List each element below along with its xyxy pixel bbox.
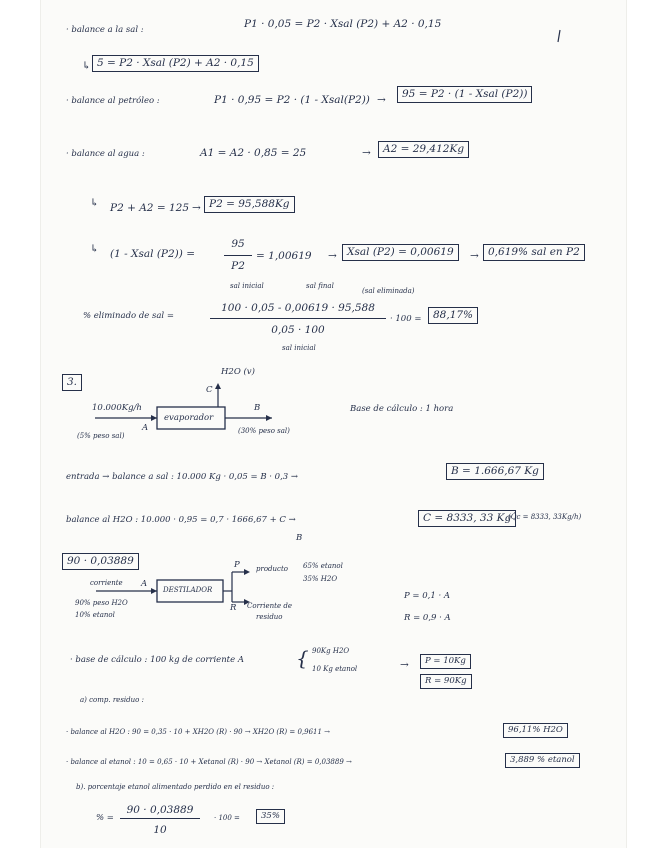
salt-fraction-result: Xsal (P2) = 0,00619	[342, 244, 459, 261]
feed-composition: (5% peso sal)	[77, 432, 125, 440]
arrow: →	[400, 659, 409, 671]
total-balance-equation: P2 + A2 = 125	[110, 202, 189, 214]
fraction-bar	[120, 818, 200, 819]
water-balance-result: A2 = 29,412Kg	[378, 141, 469, 158]
salt-percent-result: 0,619% sal en P2	[483, 244, 585, 261]
removal-percent-label: % eliminado de sal =	[83, 311, 174, 321]
loss-numerator: 90 · 0,03889	[126, 804, 194, 816]
total-balance-result: P2 = 95,588Kg	[204, 196, 295, 213]
calculation-basis: Base de cálculo : 1 hora	[350, 404, 454, 414]
salt-balance-simplified: 5 = P2 · Xsal (P2) + A2 · 0,15	[92, 55, 259, 72]
product-composition: (30% peso sal)	[238, 427, 290, 435]
stream-r-label: R	[230, 603, 237, 613]
stream-b-label: B	[254, 403, 261, 413]
fraction-lhs: (1 - Xsal (P2)) =	[110, 248, 195, 260]
salt-balance-label: · balance a la sal :	[66, 25, 144, 35]
stream-c-label: C	[206, 385, 213, 395]
residue-label-1: Corriente de	[247, 602, 292, 610]
water-balance-p3: balance al H2O : 10.000 · 0,95 = 0,7 · 1666,67 + C →	[66, 515, 296, 525]
oil-balance-result: 95 = P2 · (1 - Xsal (P2))	[397, 86, 532, 103]
fraction-denominator: P2	[231, 260, 245, 272]
salt-balance-p3: entrada → balance a sal : 10.000 Kg · 0,05 = B · 0,3 →	[66, 472, 299, 482]
relation-p: P = 0,1 · A	[404, 591, 451, 601]
arrow: →	[328, 250, 337, 262]
arrow-hook: ↳	[90, 243, 99, 255]
water-balance-label: · balance al agua :	[66, 149, 145, 159]
evaporator-unit: evaporador	[164, 413, 214, 423]
problem-3-number: 3.	[62, 374, 82, 391]
fraction-rhs: = 1,00619	[256, 250, 312, 262]
feed-water: 90% peso H2O	[75, 599, 128, 607]
relation-r: R = 0,9 · A	[404, 613, 451, 623]
calculation-basis-p4: · base de cálculo : 100 kg de corriente A	[70, 655, 244, 665]
stream-a-label: A	[142, 423, 149, 433]
stream-a-label-p4: A	[141, 579, 148, 589]
vapor-stream-label: H2O (v)	[221, 367, 255, 377]
stream-b-ref: B	[296, 533, 303, 543]
feed-flow: 10.000Kg/h	[92, 403, 142, 413]
result-p: P = 10Kg	[420, 654, 471, 669]
times-100-p4: · 100 =	[214, 814, 240, 822]
product-ethanol: 65% etanol	[303, 562, 343, 570]
salt-balance-equation: P1 · 0,05 = P2 · Xsal (P2) + A2 · 0,15	[244, 18, 442, 30]
arrow-hook: ↳	[90, 197, 99, 209]
loss-result: 35%	[256, 809, 285, 824]
feed-stream-label: corriente	[90, 579, 123, 587]
water-balance-p4: · balance al H2O : 90 = 0,35 · 10 + XH2O (R) · 90 → XH2O (R) = 0,9611 →	[66, 728, 331, 736]
result-r: R = 90Kg	[420, 674, 472, 689]
stream-b-result: B = 1.666,67 Kg	[446, 463, 544, 480]
distiller-unit: DESTILADOR	[163, 586, 213, 594]
basis-ethanol: 10 Kg etanol	[312, 665, 358, 673]
part-a-title: a) comp. residuo :	[80, 696, 144, 704]
water-balance-equation: A1 = A2 · 0,85 = 25	[200, 147, 307, 159]
fraction-numerator: 95	[231, 238, 245, 250]
annotation-removed-salt: (sal eliminada)	[362, 287, 415, 295]
annotation-initial-salt: sal inicial	[230, 282, 264, 290]
removal-percent-result: 88,17%	[428, 307, 478, 324]
annotation-initial-salt-2: sal inicial	[282, 344, 316, 352]
stream-p-label: P	[234, 560, 240, 570]
oil-balance-equation: P1 · 0,95 = P2 · (1 - Xsal(P2))	[214, 94, 370, 106]
percent-label: % =	[96, 813, 114, 823]
arrow: →	[377, 94, 386, 106]
removal-denominator: 0,05 · 100	[271, 324, 325, 336]
problem-4-number: 90 · 0,03889	[62, 553, 139, 570]
annotation-final-salt: sal final	[306, 282, 334, 290]
removal-numerator: 100 · 0,05 - 0,00619 · 95,588	[221, 302, 375, 314]
ethanol-balance-p4: · balance al etanol : 10 = 0,65 · 10 + Xetanol (R) · 90 → Xetanol (R) = 0,03889 →	[66, 758, 352, 766]
loss-denominator: 10	[153, 824, 167, 836]
oil-balance-label: · balance al petróleo :	[66, 96, 160, 106]
arrow: →	[192, 202, 201, 214]
times-100: · 100 =	[390, 314, 422, 324]
part-b-title: b). porcentaje etanol alimentado perdido en el residuo :	[76, 783, 275, 791]
brace: {	[296, 646, 309, 670]
basis-water: 90Kg H2O	[312, 647, 350, 655]
water-composition-result: 96,11% H2O	[503, 723, 568, 738]
product-water: 35% H2O	[303, 575, 338, 583]
feed-ethanol: 10% etanol	[75, 611, 115, 619]
ethanol-composition-result: 3,889 % etanol	[505, 753, 580, 768]
residue-label-2: residuo	[256, 613, 283, 621]
arrow: →	[470, 250, 479, 262]
vapor-flow-note: (Q̇c = 8333, 33Kg/h)	[508, 513, 582, 521]
product-label: producto	[256, 565, 288, 573]
stream-c-result: C = 8333, 33 Kg	[418, 510, 516, 527]
arrow: →	[362, 147, 371, 159]
arrow-hook: ↳	[82, 60, 91, 72]
